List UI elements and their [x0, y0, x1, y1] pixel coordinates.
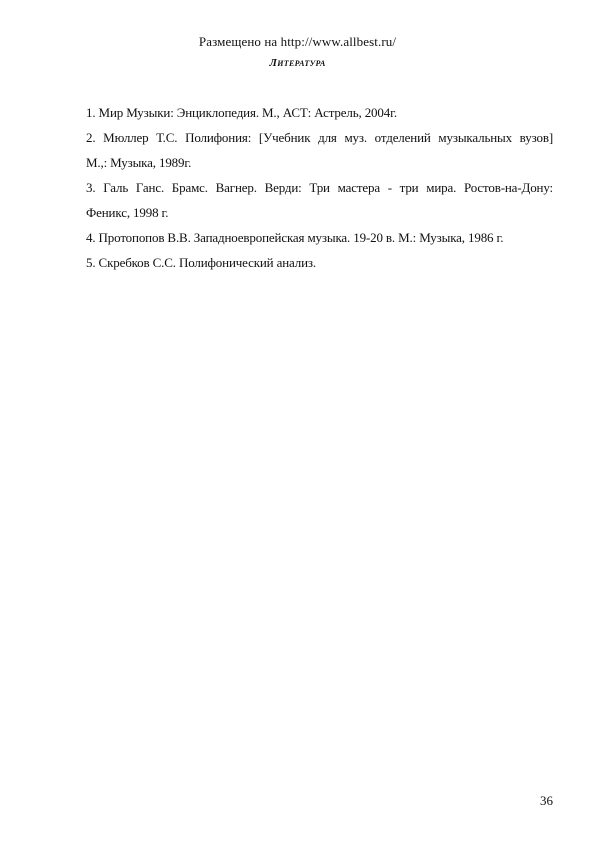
page-number: 36: [540, 793, 553, 808]
reference-list: [86, 100, 553, 275]
reference-item-3-line-2: Феникс, 1998 г.: [86, 205, 169, 220]
reference-item-5-line-1: 5. Скребков С.С. Полифонический анализ.: [86, 255, 316, 270]
reference-item-3-line-1: 3. Галь Ганс. Брамс. Вагнер. Верди: Три мастера - три мира. Ростов-на-Дону:: [86, 180, 553, 195]
reference-item-2-line-1: 2. Мюллер Т.С. Полифония: [Учебник для муз. отделений музыкальных вузов]: [86, 130, 553, 145]
section-title: Литература: [269, 57, 326, 69]
source-notice: Размещено на http://www.allbest.ru/: [198, 34, 397, 49]
reference-item-1-line-1: 1. Мир Музыки: Энциклопедия. М., АСТ: Астрель, 2004г.: [86, 105, 397, 120]
reference-item-4-line-1: 4. Протопопов В.В. Западноевропейская музыка. 19-20 в. М.: Музыка, 1986 г.: [86, 230, 504, 245]
reference-item-2-line-2: М.,: Музыка, 1989г.: [86, 155, 192, 170]
